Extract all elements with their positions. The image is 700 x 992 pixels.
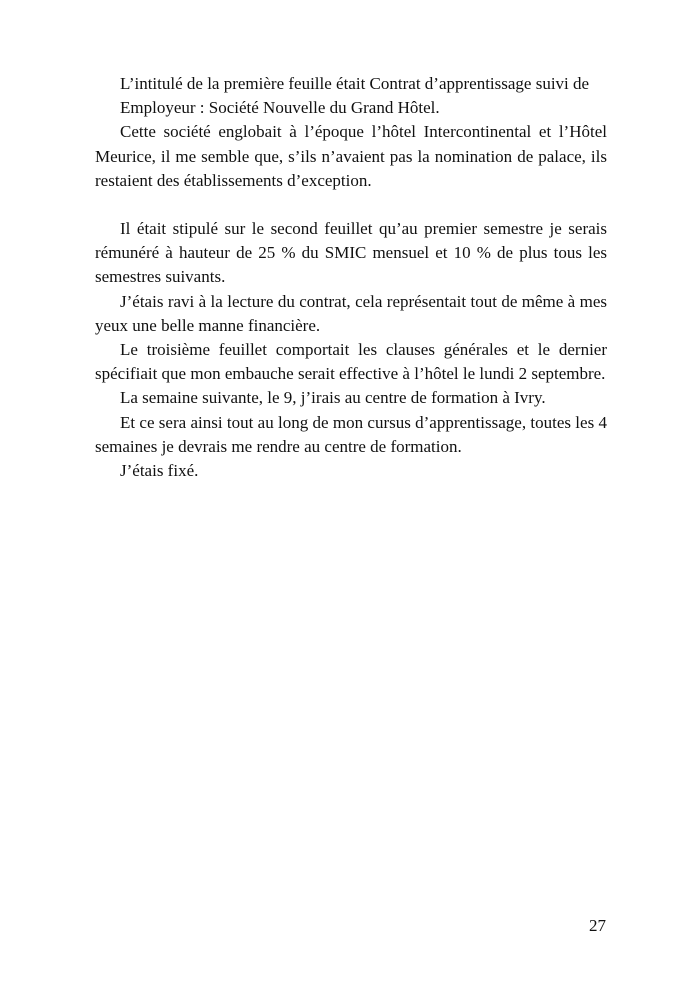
page-number: 27 bbox=[589, 916, 606, 935]
paragraph: J’étais fixé. bbox=[120, 461, 199, 481]
paragraph: J’étais ravi à la lecture du contrat, cela représentait tout de même à mes yeux une belle manne financière. bbox=[95, 291, 607, 335]
section-gap bbox=[95, 193, 607, 217]
paragraph: L’intitulé de la première feuille était Contrat d’apprentissage suivi de bbox=[120, 74, 590, 93]
paragraph: Le troisième feuillet comportait les clauses générales et le dernier spécifiait que mon embauche serait effective à l’hôtel le lundi 2 septembre. bbox=[95, 340, 607, 384]
body-text bbox=[95, 72, 607, 483]
paragraph: La semaine suivante, le 9, j’irais au centre de formation à Ivry. bbox=[120, 388, 546, 408]
paragraph: Cette société englobait à l’époque l’hôtel Intercontinental et l’Hôtel Meurice, il me semble que, s’ils n’avaient pas la nomination de palace, ils restaient des établissements d’exception. bbox=[95, 122, 607, 190]
paragraph: Il était stipulé sur le second feuillet qu’au premier semestre je serais rémunéré à hauteur de 25 % du SMIC mensuel et 10 % de plus tous les semestres suivants. bbox=[95, 219, 607, 287]
paragraph: Employeur : Société Nouvelle du Grand Hôtel. bbox=[120, 98, 440, 118]
paragraph: Et ce sera ainsi tout au long de mon cursus d’apprentissage, toutes les 4 semaines je devrais me rendre au centre de formation. bbox=[95, 412, 607, 456]
